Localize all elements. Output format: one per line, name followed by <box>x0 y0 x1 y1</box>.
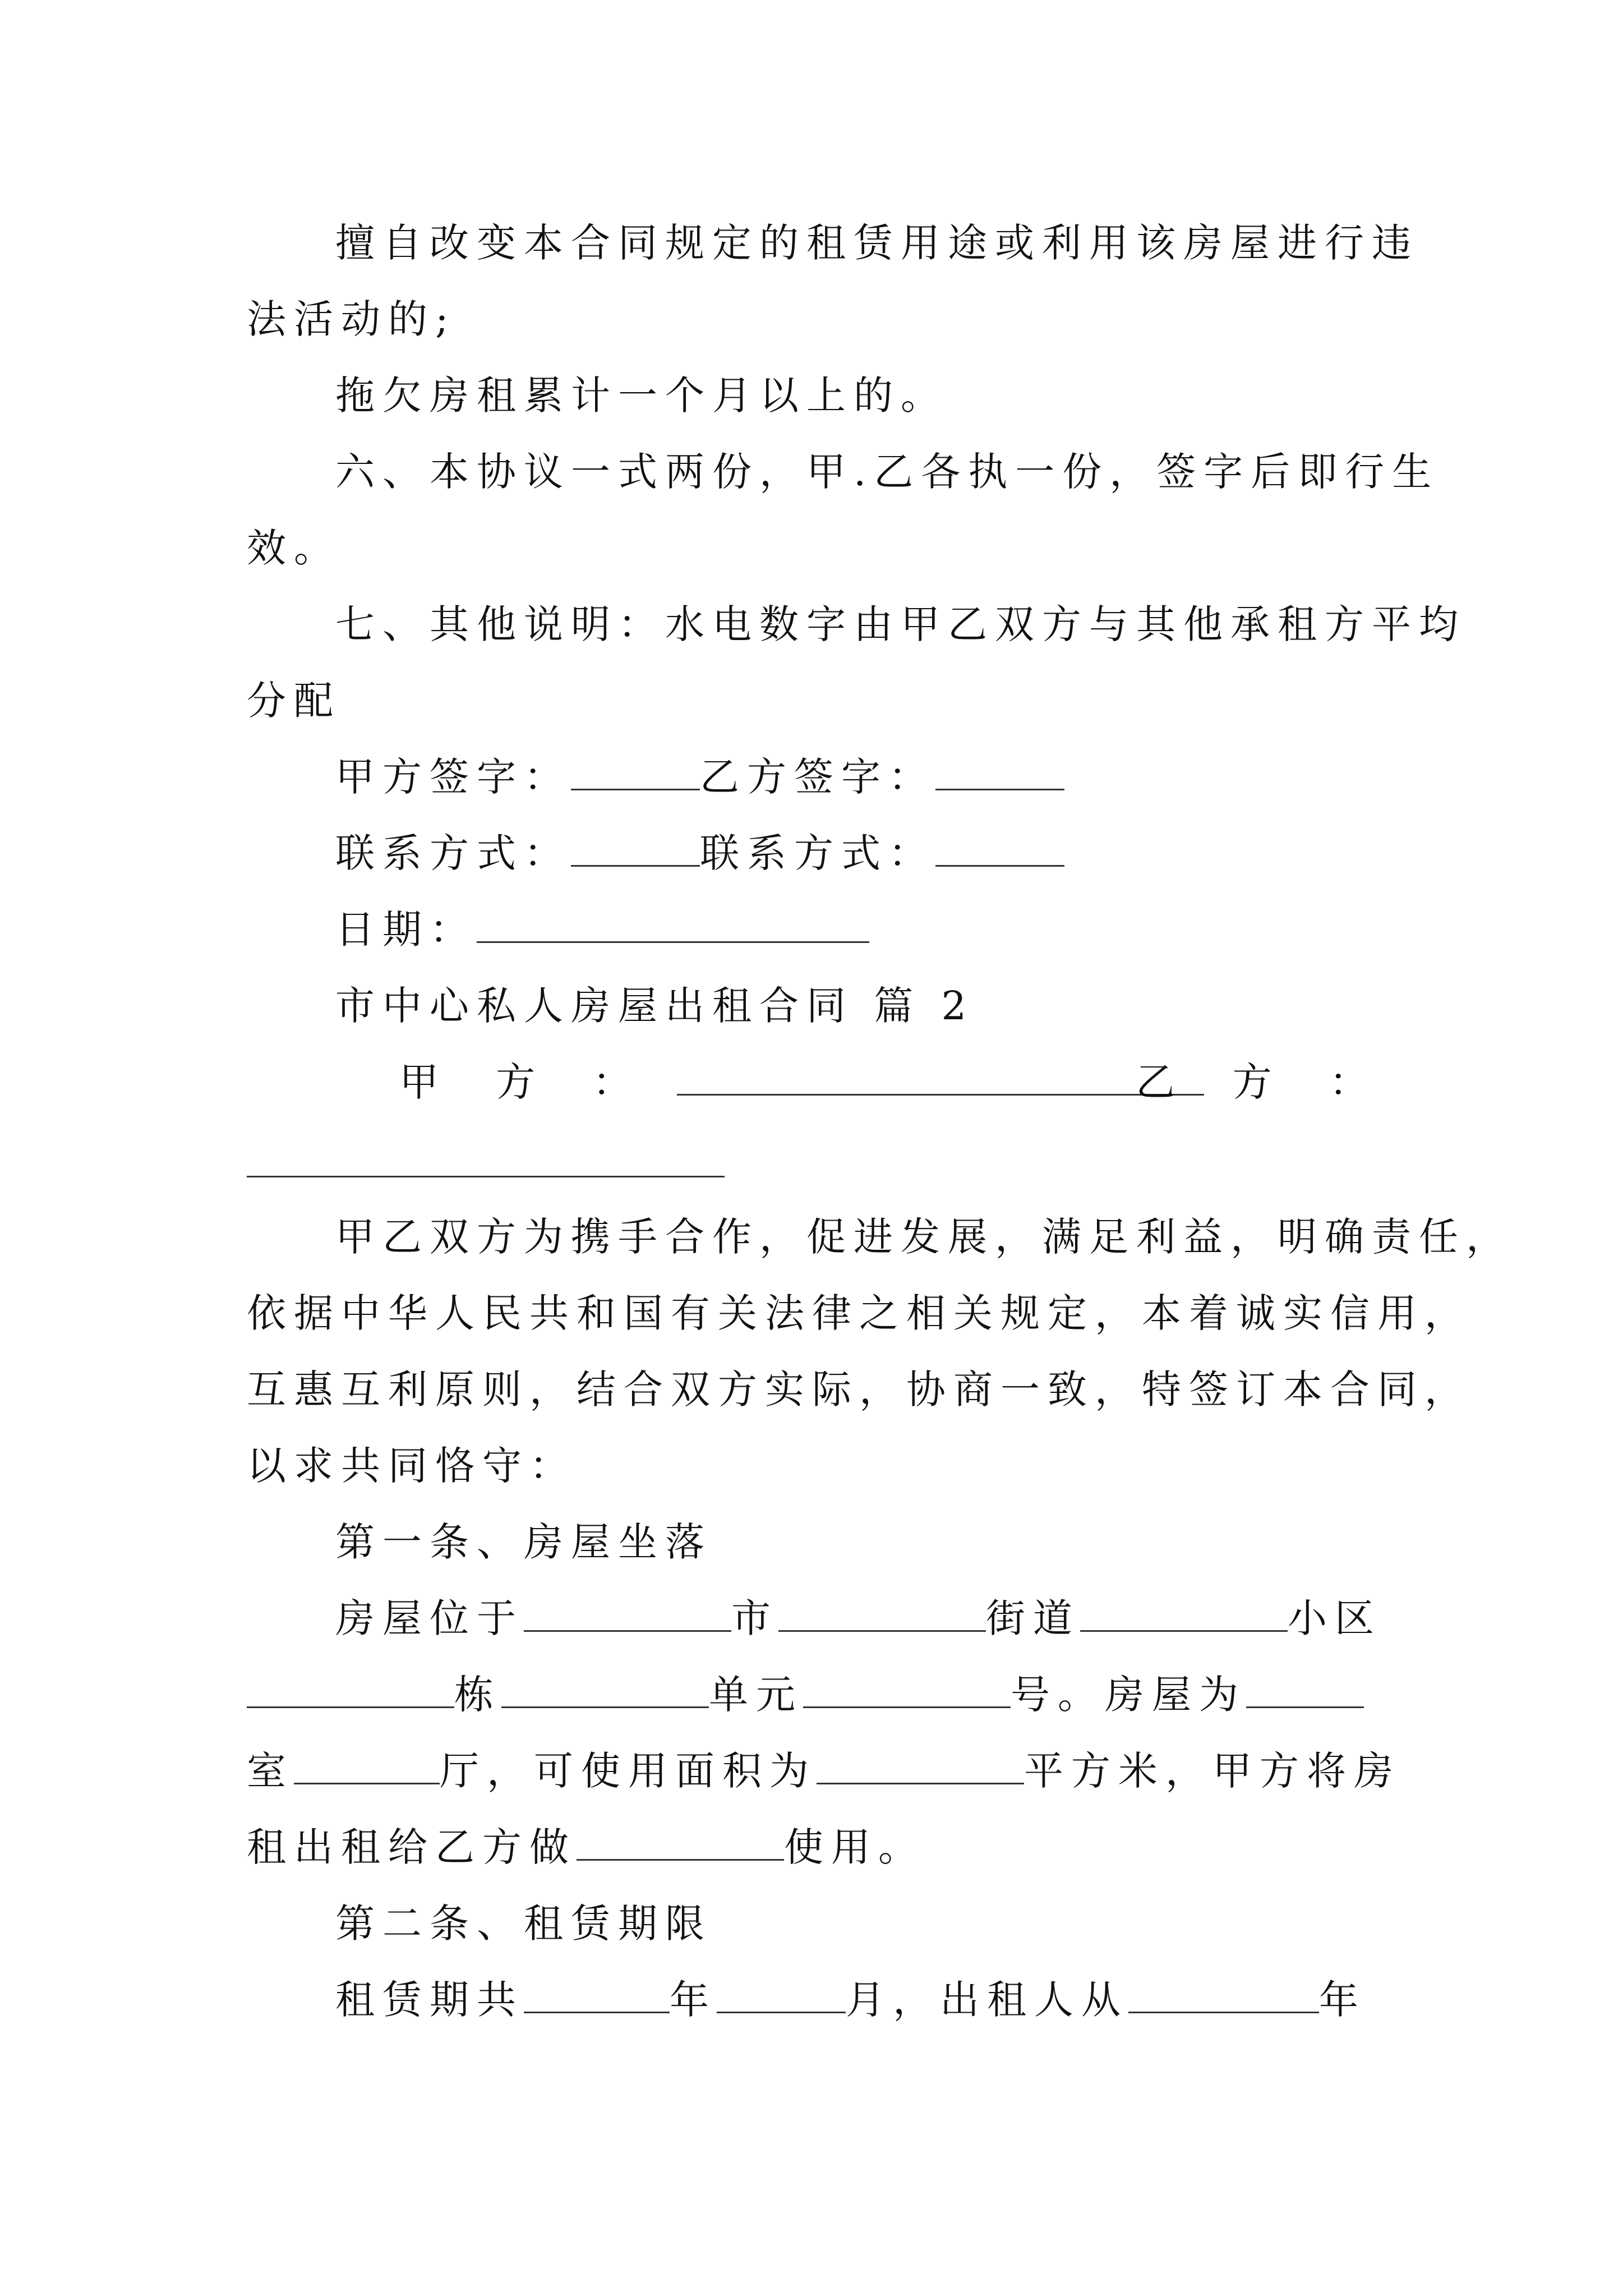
contact-b-label: 联系方式： <box>700 830 935 876</box>
building-blank <box>247 1671 454 1708</box>
usage-label: 使用。 <box>784 1824 925 1870</box>
paragraph-line: 分配 <box>247 678 341 724</box>
unit-blank <box>501 1671 709 1708</box>
number-blank <box>803 1671 1011 1708</box>
party-a-sign-blank <box>571 753 700 790</box>
preamble-line: 甲乙双方为携手合作，促进发展，满足利益，明确责任， <box>335 1214 1513 1260</box>
contact-a-blank <box>571 829 700 867</box>
party-b-sign-blank <box>935 753 1064 790</box>
city-label: 市 <box>731 1595 778 1641</box>
room-blank <box>1246 1671 1364 1708</box>
community-blank <box>1080 1594 1288 1632</box>
article-one-line <box>335 1590 1391 1646</box>
hall-usable-label: 厅，可使用面积为 <box>440 1748 817 1794</box>
parties-line <box>399 1054 1391 1110</box>
preamble-line: 互惠互利原则，结合双方实际，协商一致，特签订本合同， <box>247 1366 1472 1412</box>
building-label: 栋 <box>454 1672 501 1718</box>
rent-to-label: 租出租给乙方做 <box>247 1824 577 1870</box>
city-blank <box>524 1594 731 1632</box>
year-label: 年 <box>670 1977 717 2023</box>
term-total-label: 租赁期共 <box>335 1977 524 2023</box>
contact-b-blank <box>935 829 1064 867</box>
preamble-line: 依据中华人民共和国有关法律之相关规定，本着诚实信用， <box>247 1290 1472 1336</box>
signature-line <box>335 749 1391 805</box>
date-line <box>335 901 1391 958</box>
contact-line <box>335 825 1391 881</box>
party-b-blank <box>247 1176 725 1177</box>
clause-seven: 七、其他说明：水电数字由甲乙双方与其他承租方平均 <box>335 601 1466 647</box>
community-label: 小区 <box>1288 1595 1382 1641</box>
house-at-label: 房屋位于 <box>335 1595 524 1641</box>
street-blank <box>778 1594 986 1632</box>
area-blank <box>817 1747 1024 1784</box>
preamble-line: 以求共同恪守： <box>247 1443 577 1489</box>
years-blank <box>524 1976 670 2013</box>
section-title: 市中心私人房屋出租合同 篇 2 <box>335 983 975 1029</box>
party-a-label: 甲 方 ： <box>399 1059 654 1105</box>
party-b-label: 乙 方 ： <box>1136 1059 1391 1105</box>
sqm-label: 平方米，甲方将房 <box>1024 1748 1401 1794</box>
unit-label: 单元 <box>709 1672 803 1718</box>
hall-blank <box>294 1747 440 1784</box>
party-a-blank <box>677 1058 1204 1096</box>
date-label: 日期： <box>335 907 477 953</box>
street-label: 街道 <box>986 1595 1080 1641</box>
article-two-heading: 第二条、租赁期限 <box>335 1901 712 1947</box>
start-year-blank <box>1128 1976 1319 2013</box>
usage-blank <box>577 1823 784 1861</box>
months-blank <box>717 1976 846 2013</box>
article-one-line <box>247 1667 1391 1723</box>
article-two-line <box>335 1972 1391 2028</box>
paragraph-line: 效。 <box>247 525 341 571</box>
paragraph-line: 拖欠房租累计一个月以上的。 <box>335 372 948 418</box>
number-label: 号。房屋为 <box>1011 1672 1246 1718</box>
article-one-line <box>247 1819 1391 1875</box>
article-one-line <box>247 1743 1401 1799</box>
contact-a-label: 联系方式： <box>335 830 571 876</box>
party-a-sign-label: 甲方签字： <box>335 754 571 800</box>
party-b-sign-label: 乙方签字： <box>700 754 935 800</box>
clause-six: 六、本协议一式两份，甲.乙各执一份，签字后即行生 <box>335 449 1440 495</box>
paragraph-line: 擅自改变本合同规定的租赁用途或利用该房屋进行违 <box>335 220 1419 266</box>
paragraph-line: 法活动的; <box>247 296 457 342</box>
date-blank <box>477 905 869 943</box>
month-from-label: 月，出租人从 <box>846 1977 1128 2023</box>
article-one-heading: 第一条、房屋坐落 <box>335 1519 712 1565</box>
room-label: 室 <box>247 1748 294 1794</box>
year2-label: 年 <box>1319 1977 1366 2023</box>
